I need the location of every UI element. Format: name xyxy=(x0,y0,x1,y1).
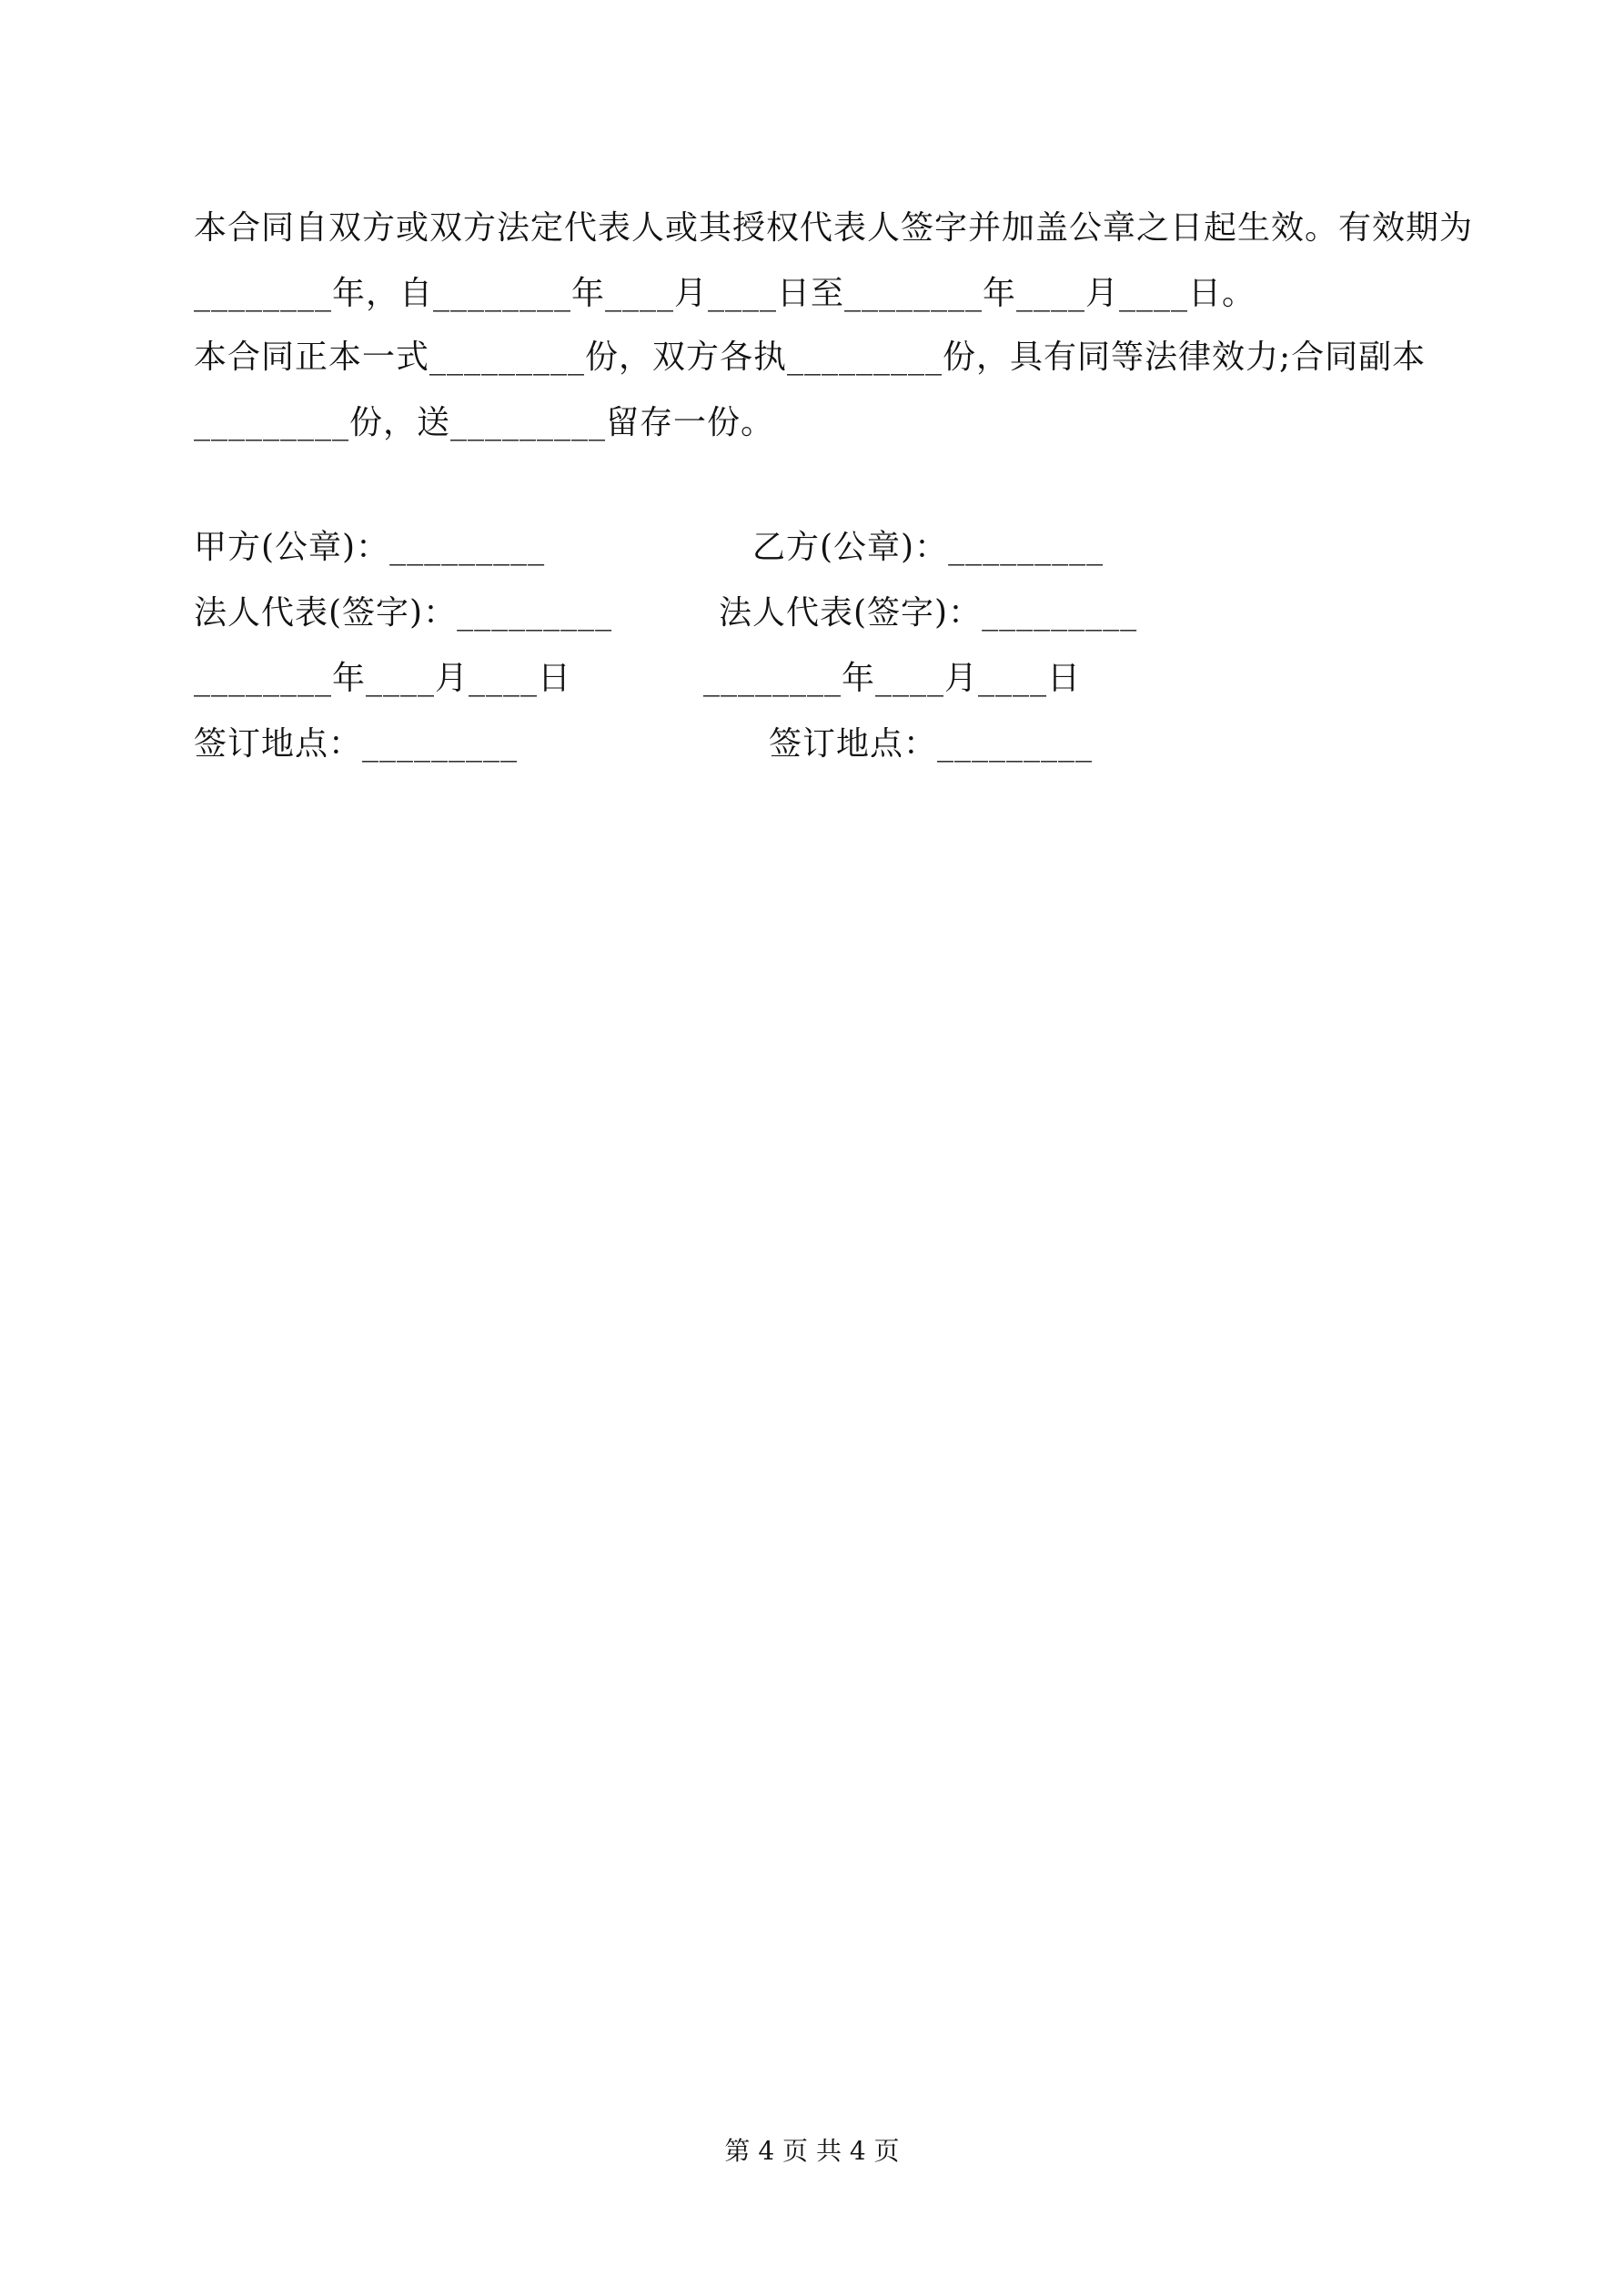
paragraph-copies-recipient: _________份，送_________留存一份。 xyxy=(194,404,775,441)
party-b-seal-field: 乙方(公章)：_________ xyxy=(752,529,1105,566)
party-a-date-field: ________年____月____日 xyxy=(194,660,571,697)
party-b-date-field: ________年____月____日 xyxy=(703,660,1081,697)
party-a-representative-field: 法人代表(签字)：_________ xyxy=(194,594,613,632)
party-a-place-field: 签订地点：_________ xyxy=(194,725,519,763)
paragraph-copies-clause: 本合同正本一式_________份，双方各执_________份，具有同等法律效力;合同副本 xyxy=(194,339,1427,376)
page-number-footer: 第 4 页 共 4 页 xyxy=(724,2136,900,2166)
paragraph-validity-dates: ________年，自________年____月____日至________年____月____日。 xyxy=(194,275,1256,312)
paragraph-effective-clause: 本合同自双方或双方法定代表人或其授权代表人签字并加盖公章之日起生效。有效期为 xyxy=(194,209,1474,247)
party-b-place-field: 签订地点：_________ xyxy=(769,725,1094,763)
party-a-seal-field: 甲方(公章)：_________ xyxy=(194,529,546,566)
party-b-representative-field: 法人代表(签字)：_________ xyxy=(719,594,1138,632)
